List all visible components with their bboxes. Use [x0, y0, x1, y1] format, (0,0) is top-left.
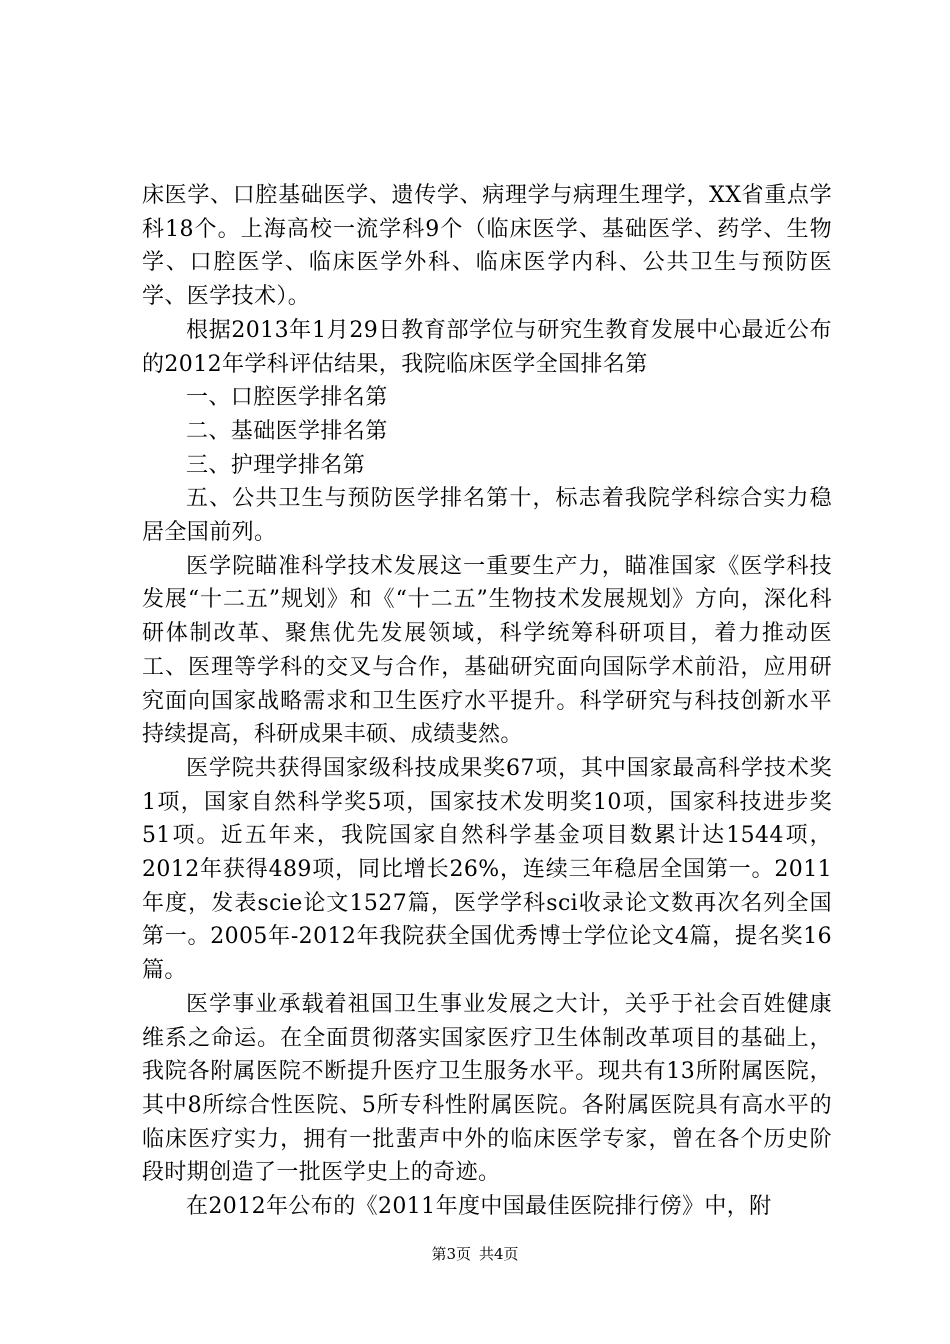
paragraph: 在2012年公布的《2011年度中国最佳医院排行傍》中，附: [186, 1194, 772, 1220]
paragraph: 一、口腔医学排名第: [186, 385, 388, 411]
paragraph: 医学事业承载着祖国卫生事业发展之大计，关乎于社会百姓健康维系之命运。在全面贯彻落实国家医疗卫生体制改革项目的基础上，我院各附属医院不断提升医疗卫生服务水平。现共有13所附属医院，其中8所综合性医院、5所专科性附属医院。各附属医院具有高水平的临床医疗实力，拥有一批蜚声中外的临床医学专家，曾在各个历史阶段时期创造了一批医学史上的奇迹。: [142, 991, 832, 1186]
document-body: [142, 179, 832, 1224]
page-number: 第3页: [431, 1245, 471, 1263]
page-total: 共4页: [479, 1245, 519, 1263]
paragraph: 三、护理学排名第: [186, 452, 366, 478]
page-footer: [0, 1244, 950, 1264]
paragraph: 五、公共卫生与预防医学排名第十，标志着我院学科综合实力稳居全国前列。: [142, 486, 832, 546]
paragraph: 根据2013年1月29日教育部学位与研究生教育发展中心最近公布的2012年学科评估结果，我院临床医学全国排名第: [142, 317, 832, 377]
paragraph: 床医学、口腔基础医学、遗传学、病理学与病理生理学，XX省重点学科18个。上海高校一流学科9个（临床医学、基础医学、药学、生物学、口腔医学、临床医学外科、临床医学内科、公共卫生与预防医学、医学技术）。: [142, 183, 832, 310]
paragraph: 二、基础医学排名第: [186, 418, 388, 444]
paragraph: 医学院瞄准科学技术发展这一重要生产力，瞄准国家《医学科技发展“十二五”规划》和《“十二五”生物技术发展规划》方向，深化科研体制改革、聚焦优先发展领域，科学统筹科研项目，着力推动医工、医理等学科的交叉与合作，基础研究面向国际学术前沿，应用研究面向国家战略需求和卫生医疗水平提升。科学研究与科技创新水平持续提高，科研成果丰硕、成绩斐然。: [142, 553, 832, 748]
paragraph: 医学院共获得国家级科技成果奖67项，其中国家最高科学技术奖1项，国家自然科学奖5项，国家技术发明奖10项，国家科技进步奖51项。近五年来，我院国家自然科学基金项目数累计达1544项，2012年获得489项，同比增长26%，连续三年稳居全国第一。2011年度，发表scie论文1527篇，医学学科sci收录论文数再次名列全国第一。2005年-2012年我院获全国优秀博士学位论文4篇，提名奖16篇。: [142, 755, 832, 984]
